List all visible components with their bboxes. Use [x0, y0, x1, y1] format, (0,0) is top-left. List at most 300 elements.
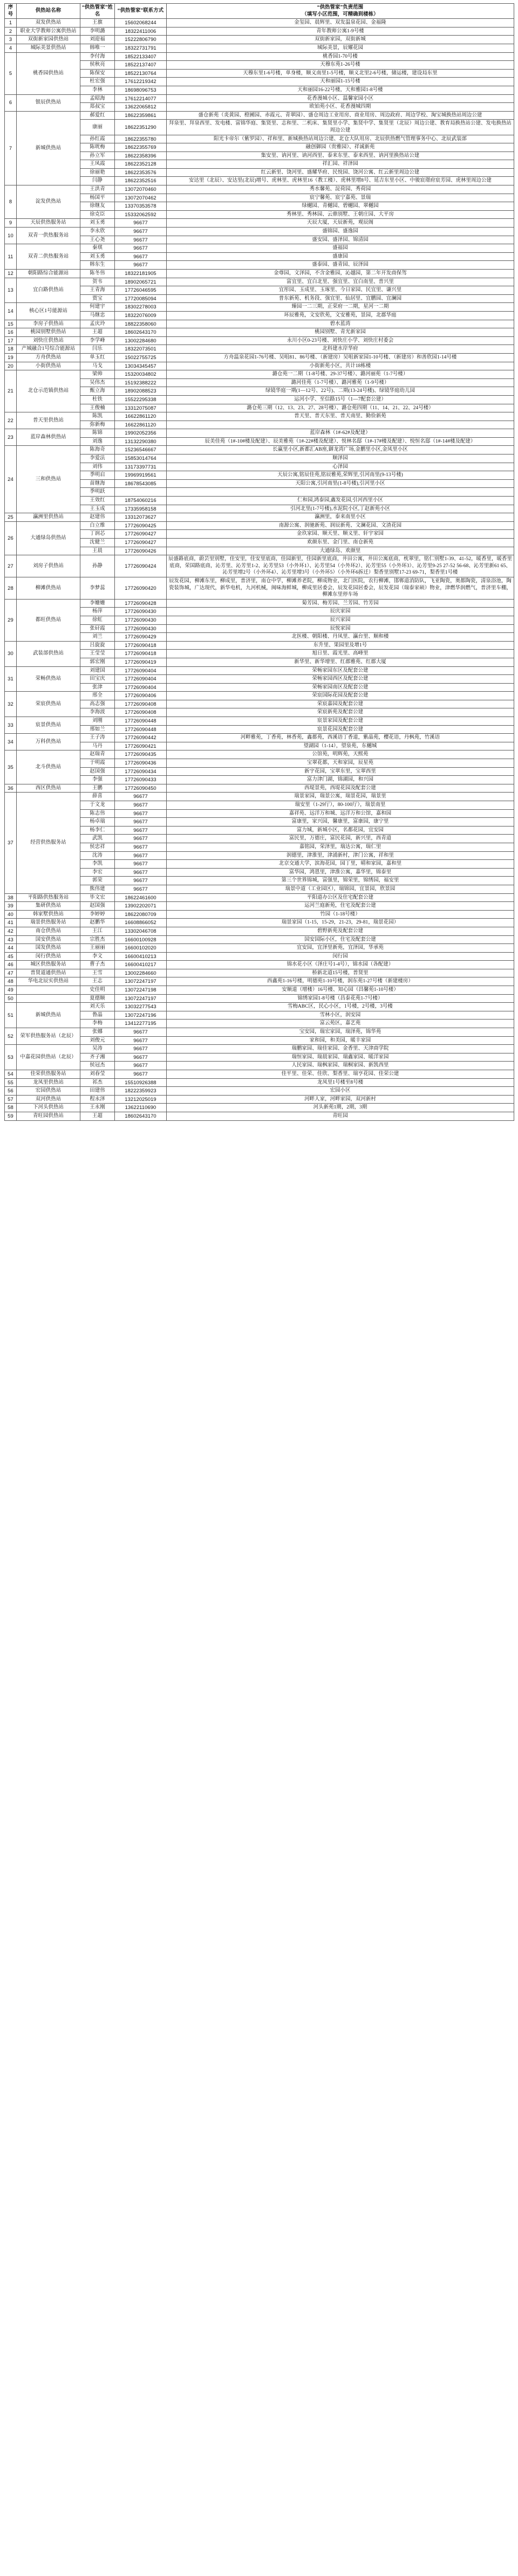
service-scope: 河头新苑1期，2期，3期: [167, 1104, 514, 1112]
manager-name: 李明潞: [80, 27, 115, 36]
station-name: 刘房子供热站: [17, 555, 80, 577]
manager-name: 陈冬伟: [80, 270, 115, 278]
manager-phone: 17726090425: [115, 521, 167, 530]
manager-name: 刘迎福: [80, 36, 115, 44]
service-scope: 盛康园: [167, 252, 514, 261]
row-index: 57: [5, 1095, 17, 1104]
table-row: [5, 977, 514, 986]
service-scope: 盛安园、盛泽园、锦清园: [167, 236, 514, 244]
table-row: [5, 471, 514, 480]
manager-name: 程永泽: [80, 1095, 115, 1104]
table-row: [5, 111, 514, 120]
table-row: [5, 919, 514, 927]
service-scope: 龙凤里1号楼至8号楼: [167, 1078, 514, 1087]
manager-name: 季明跃: [80, 488, 115, 497]
table-row: [5, 362, 514, 370]
table-row: [5, 412, 514, 421]
station-name: 银辰供热站: [17, 94, 80, 111]
manager-name: 刘建国: [80, 666, 115, 675]
manager-name: 贾宝: [80, 294, 115, 303]
manager-name: 马丹: [80, 742, 115, 750]
manager-phone: 18902088523: [115, 387, 167, 396]
table-row: [5, 759, 514, 768]
manager-name: 齐子湘: [80, 1053, 115, 1062]
station-name: [17, 986, 80, 995]
table-row: [5, 336, 514, 345]
service-scope: 心泽园: [167, 463, 514, 471]
manager-name: 李永欣: [80, 228, 115, 236]
station-name: 国安供热站: [17, 935, 80, 944]
manager-phone: 15022755725: [115, 353, 167, 362]
table-row: [5, 94, 514, 103]
row-index: 50: [5, 994, 17, 1003]
table-row: [5, 194, 514, 202]
manager-name: 王凤霞: [80, 160, 115, 169]
manager-phone: 17335958158: [115, 505, 167, 513]
row-index: 53: [5, 1045, 17, 1070]
manager-name: 王超: [80, 328, 115, 337]
service-scope: 宸景家园及配套公建: [167, 717, 514, 726]
row-index: 19: [5, 353, 17, 362]
table-row: [5, 1028, 514, 1037]
service-scope: 西鑫苑1-16号楼，明德苑1-10号楼，润东苑1-27号楼（新建楼房）: [167, 977, 514, 986]
manager-phone: 13312073627: [115, 513, 167, 522]
station-name: 产城融合1号综合能源站: [17, 345, 80, 354]
service-scope: 富宜里、宜白北里、强宜里、宜白南里、普兴里: [167, 278, 514, 286]
table-row: [5, 151, 514, 160]
manager-phone: 18622355780: [115, 135, 167, 143]
table-row: [5, 404, 514, 412]
service-scope: 瑞景中道（工业园区），瑞锦园，宜景园，欣景园: [167, 885, 514, 893]
row-index: 10: [5, 228, 17, 244]
table-row: [5, 36, 514, 44]
manager-phone: 13302046708: [115, 927, 167, 935]
manager-phone: 13072070460: [115, 185, 167, 194]
manager-phone: 16600410217: [115, 961, 167, 969]
service-scope: 富康里，家兴园，馨康里，富康园，康宁里: [167, 818, 514, 826]
station-name: 双青一供热服务站: [17, 228, 80, 244]
station-name: 方舟供热站: [17, 353, 80, 362]
service-scope: 宜彤园、玉成里、玉琢里、今日家园、民宜里、谦兴里: [167, 286, 514, 295]
manager-name: 甄立海: [80, 387, 115, 396]
row-index: 16: [5, 328, 17, 337]
table-row: [5, 1011, 514, 1020]
manager-phone: 13312075087: [115, 404, 167, 412]
table-row: [5, 160, 514, 169]
table-row: [5, 666, 514, 675]
manager-name: 武凯: [80, 835, 115, 843]
table-row: [5, 952, 514, 961]
manager-phone: 16600102020: [115, 944, 167, 953]
row-index: 12: [5, 270, 17, 278]
station-name: 韩家墅供热站: [17, 910, 80, 919]
table-row: [5, 120, 514, 135]
table-row: [5, 767, 514, 776]
manager-phone: 18322731791: [115, 44, 167, 52]
manager-name: 郭荣: [80, 877, 115, 885]
service-scope: 富华园，鸿恩里，津淮公寓，嘉华里，锦泰里: [167, 868, 514, 877]
table-row: [5, 52, 514, 61]
table-row: [5, 793, 514, 801]
station-name: 新城供热站: [17, 111, 80, 185]
row-index: 56: [5, 1087, 17, 1096]
row-index: 14: [5, 303, 17, 320]
service-scope: 顺泽园: [167, 454, 514, 463]
service-scope: 辰悦家园: [167, 624, 514, 633]
row-index: 3: [5, 36, 17, 44]
service-scope: 菊芳园、梅芳园、兰芳园、竹芳园: [167, 599, 514, 608]
manager-name: 孟庆玲: [80, 320, 115, 328]
service-scope: 盛锦园、盛逸园: [167, 228, 514, 236]
manager-phone: 17726090448: [115, 717, 167, 726]
station-name: 双发供热站: [17, 19, 80, 27]
table-row: [5, 547, 514, 555]
manager-name: 赵鹏华: [80, 919, 115, 927]
manager-name: 陈锦: [80, 429, 115, 438]
manager-phone: 96677: [115, 1062, 167, 1070]
service-scope: 青旺园: [167, 1112, 514, 1120]
station-name: 桃香园供热站: [17, 52, 80, 94]
header-index: 序号: [5, 4, 17, 19]
service-scope: 祥汇园、祥泽园: [167, 160, 514, 169]
manager-name: 李强: [80, 776, 115, 784]
station-name: 宜白路供热站: [17, 278, 80, 303]
table-row: [5, 328, 514, 337]
service-scope: 潞河佳苑（1-7号楼）、潞河雅苑（1-9号楼）: [167, 378, 514, 387]
manager-phone: 18322411006: [115, 27, 167, 36]
manager-name: 高志强: [80, 700, 115, 708]
service-scope: 天和丽园1-15号楼: [167, 78, 514, 86]
row-index: 18: [5, 345, 17, 354]
manager-phone: 18602643170: [115, 1112, 167, 1120]
manager-phone: 13622110690: [115, 1104, 167, 1112]
station-name: 佳荣供热服务站: [17, 1070, 80, 1079]
row-index: 9: [5, 219, 17, 228]
table-row: [5, 236, 514, 244]
manager-phone: 18678543085: [115, 479, 167, 488]
station-name: 普贤道通供热站: [17, 969, 80, 977]
manager-phone: 16608866052: [115, 919, 167, 927]
manager-phone: 96677: [115, 244, 167, 253]
manager-phone: 96677: [115, 851, 167, 860]
station-name: 城区供热服务站: [17, 961, 80, 969]
table-row: [5, 868, 514, 877]
manager-phone: 17726090406: [115, 692, 167, 700]
manager-phone: 18602643170: [115, 328, 167, 337]
row-index: 15: [5, 320, 17, 328]
manager-name: 王鹏: [80, 784, 115, 793]
table-row: [5, 168, 514, 177]
table-row: [5, 986, 514, 995]
manager-name: 苗继海: [80, 479, 115, 488]
table-row: [5, 843, 514, 851]
table-row: [5, 286, 514, 295]
manager-name: 刘逸: [80, 437, 115, 446]
manager-phone: 17726090430: [115, 608, 167, 616]
service-scope: 富民里，万德庄，富民花园，新兴里，西青道: [167, 835, 514, 843]
manager-phone: 13002284680: [115, 336, 167, 345]
service-scope: 荣宸嘉园及配套公建: [167, 700, 514, 708]
table-row: [5, 103, 514, 112]
manager-name: 李梅: [80, 1020, 115, 1028]
table-row: [5, 717, 514, 726]
table-row: [5, 539, 514, 547]
service-scope: 辰发花园，柳滩东里，柳成里，普济里，南仓中学，柳滩养老院，柳成物业，北门医院，农行柳滩，邯郸道消防队，飞亚陶瓷，奥都陶瓷，清泉浴池，陶瓷装饰城，广达现代，新华电机，九河机械，闽味海鲜城，柳成里居委会，辰发花园居委会，辰发花园（瑞泰家硕）物业，津燃华润燃气，普济里车棚，柳滩东里停车场: [167, 577, 514, 599]
row-index: 28: [5, 577, 17, 599]
manager-name: 吕旋旋: [80, 641, 115, 650]
manager-name: 陈海奇: [80, 446, 115, 454]
table-row: [5, 378, 514, 387]
table-row: [5, 320, 514, 328]
manager-phone: 96677: [115, 1070, 167, 1079]
table-row: [5, 1020, 514, 1028]
service-scope: [167, 488, 514, 497]
station-name: 宏园供热站: [17, 1087, 80, 1096]
table-row: [5, 446, 514, 454]
table-row: [5, 513, 514, 522]
manager-name: 杨萍: [80, 608, 115, 616]
row-index: 54: [5, 1070, 17, 1079]
manager-phone: 96677: [115, 1045, 167, 1053]
row-index: 41: [5, 919, 17, 927]
table-row: [5, 885, 514, 893]
table-row: [5, 860, 514, 869]
service-scope: 辰庆家园: [167, 608, 514, 616]
station-name: 华电北辰实供热站: [17, 977, 80, 986]
manager-name: 李爱法: [80, 454, 115, 463]
table-row: [5, 734, 514, 742]
service-scope: 锦绣家园1-8号楼（昌泰花苑1-7号楼）: [167, 994, 514, 1003]
manager-name: 史佳明: [80, 986, 115, 995]
manager-phone: 17726090427: [115, 530, 167, 539]
header-station: 供热站名称: [17, 4, 80, 19]
manager-name: 邢全: [80, 692, 115, 700]
manager-name: 张娜: [80, 1028, 115, 1037]
service-scope: 绿镜华庭一期(1—12号、22号)、二期(13-24号楼)、绿镜华庭幼儿园: [167, 387, 514, 396]
manager-name: 王旗: [80, 19, 115, 27]
service-scope: 宸宁馨苑、宸宁嘉苑、景瑞: [167, 194, 514, 202]
manager-phone: 96677: [115, 801, 167, 810]
manager-name: 孟昭海: [80, 94, 115, 103]
manager-name: 李林: [80, 86, 115, 94]
manager-name: 王效红: [80, 497, 115, 505]
row-index: 38: [5, 893, 17, 902]
service-scope: 闵行园: [167, 952, 514, 961]
row-index: 45: [5, 952, 17, 961]
service-scope: 小街新苑小区，共计18栋楼: [167, 362, 514, 370]
station-name: 双街新家园供热站: [17, 36, 80, 44]
table-row: [5, 809, 514, 818]
manager-name: 贺韦: [80, 278, 115, 286]
service-scope: 天穆东里1-6号楼，单身楼，顺义南里1-5号楼，顺义北里2-6号楼，储运楼，建设局东里: [167, 69, 514, 78]
service-scope: 平阳道办公区及住宅配套公建: [167, 893, 514, 902]
station-name: 中嘉花园供热站（北辰）: [17, 1045, 80, 1070]
service-scope: 天阳公寓,引河南里(1-8号楼),引河里小区: [167, 479, 514, 488]
service-scope: 河畔人家，河畔家园，双河新村: [167, 1095, 514, 1104]
manager-phone: 13072247198: [115, 986, 167, 995]
service-scope: 金玖家园、顺天里、顺义里、轩宇家园: [167, 530, 514, 539]
service-scope: 宝翠花都，天和家园，辰星苑: [167, 759, 514, 768]
manager-phone: 16622861120: [115, 412, 167, 421]
manager-name: 单玉红: [80, 353, 115, 362]
service-scope: 国安国际小区，住宅及配套公建: [167, 935, 514, 944]
manager-phone: 18522133407: [115, 52, 167, 61]
row-index: 43: [5, 935, 17, 944]
service-scope: 竹园（1-18号楼）: [167, 910, 514, 919]
manager-name: 王子涛: [80, 734, 115, 742]
manager-name: 刘春莹: [80, 1070, 115, 1079]
table-row: [5, 44, 514, 52]
manager-name: 李海波: [80, 708, 115, 717]
table-row: [5, 143, 514, 152]
service-scope: 公馆苑，明辉苑，天熙苑: [167, 750, 514, 759]
row-index: 34: [5, 734, 17, 750]
row-index: 17: [5, 336, 17, 345]
service-scope: 南源公寓、润驰新苑、润辰新苑、文澜花园、文渣花园: [167, 521, 514, 530]
row-index: 24: [5, 446, 17, 513]
manager-phone: 17726090442: [115, 734, 167, 742]
row-index: 23: [5, 429, 17, 446]
table-row: [5, 505, 514, 513]
table-row: [5, 700, 514, 708]
service-scope: 红云新里、饶河里、盛耀华府、民悦园、饶河公寓、红云新里周边公建: [167, 168, 514, 177]
manager-name: 于明霞: [80, 759, 115, 768]
row-index: 31: [5, 666, 17, 692]
service-scope: 桃园别墅、青光新家园: [167, 328, 514, 337]
table-row: [5, 353, 514, 362]
manager-phone: 17726090435: [115, 750, 167, 759]
service-scope: 金尊园，文泽园，不含金雅园，沁越园，第二年开发商保驾: [167, 270, 514, 278]
station-name: 下河头供热站: [17, 1104, 80, 1112]
manager-phone: 13132290380: [115, 437, 167, 446]
station-name: 经营供热服务站: [17, 793, 80, 893]
service-scope: 阳光卡帝尔（紫罗园）、祥和里、新城换热站周边公建、北仓大队用房、北辰供热燃气管理事务中心、北辰武装部: [167, 135, 514, 143]
row-index: 59: [5, 1112, 17, 1120]
manager-phone: 96677: [115, 228, 167, 236]
row-index: 26: [5, 521, 17, 555]
manager-name: 沈健兰: [80, 539, 115, 547]
service-scope: 绿樾园、青樾园、碧樾园、翠樾园: [167, 202, 514, 211]
service-scope: 大通绿岛、欢颜里: [167, 547, 514, 555]
station-name: 荣畅供热站: [17, 666, 80, 692]
service-scope: 东升里、果园里及增1号: [167, 641, 514, 650]
service-scope: 方舟温泉花园1-76号楼、吴咀81、86号楼、（新建房）吴咀新家园1-10号楼、（新建房）和善欣园1-14号楼: [167, 353, 514, 362]
header-row: [5, 4, 514, 19]
manager-phone: 15236546667: [115, 446, 167, 454]
table-body: [5, 19, 514, 1120]
service-scope: 富力津门湖，锦湖园，和兴园: [167, 776, 514, 784]
manager-phone: 17726090436: [115, 759, 167, 768]
table-row: [5, 683, 514, 692]
manager-name: 王志: [80, 977, 115, 986]
service-scope: 瑞鹏家园、瑞佳家园、金香里、天津商学院: [167, 1045, 514, 1053]
manager-phone: 13072247196: [115, 1011, 167, 1020]
table-row: [5, 910, 514, 919]
manager-name: 于文龙: [80, 801, 115, 810]
table-row: [5, 278, 514, 286]
table-row: [5, 784, 514, 793]
manager-phone: 13173397731: [115, 463, 167, 471]
station-name: 瀛洲里供热站: [17, 513, 80, 522]
manager-phone: 15222806790: [115, 36, 167, 44]
service-scope: 荣畅家园东区及配套公建: [167, 666, 514, 675]
row-index: 55: [5, 1078, 17, 1087]
service-scope: 仁和园,鸿泰园,鑫发花园,引河西里小区: [167, 497, 514, 505]
service-scope: 碧野新苑及配套公建: [167, 927, 514, 935]
service-scope: 安顺道（增楼）16号楼、知心园（昌馨苑1-10号楼）: [167, 986, 514, 995]
service-scope: 辰盛路底商，蔚芸里别墅，佳安里，佳安里底商，佳园新里，佳园新里底商，井田公寓，井田公寓底商，枕翠里，铭仁别墅1-39、41-52，暖香里，暖香里底商，荣国路底商，沁芳里、沁芳里1-2、沁芳里53（小外环1）、沁芳里54（小外环2）、沁芳里55（小外环3）、沁芳里9-25 27-52 56-68、沁芳里新61 65、沁芳里增2号（小外环4）、沁芳里增3号（小外环5）（小外环6拆迁）梨香里别墅17-23 69-71，梨香里1号楼: [167, 555, 514, 577]
station-name: 北斗供热站: [17, 750, 80, 784]
service-scope: 佳平里、佳荣、佳欣、梨香里、瑞亨花园、佳荣公建: [167, 1070, 514, 1079]
table-row: [5, 521, 514, 530]
manager-phone: 96677: [115, 261, 167, 270]
table-row: [5, 1104, 514, 1112]
service-scope: 望湖园（1-14），望泉苑，东樾城: [167, 742, 514, 750]
table-row: [5, 1003, 514, 1011]
station-name: 小街供热站: [17, 362, 80, 370]
manager-phone: 18822358060: [115, 320, 167, 328]
row-index: 52: [5, 1028, 17, 1045]
service-scope: 盛泰园、盛青园、辰泽园: [167, 261, 514, 270]
service-scope: 富云苑区，嘉艺苑: [167, 1020, 514, 1028]
service-scope: 瀛洲里，泰来南里小区: [167, 513, 514, 522]
manager-phone: 18622351290: [115, 120, 167, 135]
manager-name: 韩唯一: [80, 44, 115, 52]
heating-station-contact-sheet: [0, 0, 518, 1126]
manager-phone: 96677: [115, 252, 167, 261]
manager-name: 徐继友: [80, 202, 115, 211]
table-row: [5, 708, 514, 717]
station-name: 淀发供热站: [17, 185, 80, 219]
row-index: 48: [5, 977, 17, 986]
manager-name: 张矸霞: [80, 624, 115, 633]
manager-phone: 18622353576: [115, 168, 167, 177]
manager-phone: 13072070462: [115, 194, 167, 202]
manager-name: 康丽: [80, 120, 115, 135]
table-row: [5, 488, 514, 497]
manager-phone: 18322076009: [115, 311, 167, 320]
table-row: [5, 577, 514, 599]
manager-name: 王心尧: [80, 236, 115, 244]
service-scope: 桃香园1-70号楼: [167, 52, 514, 61]
manager-name: 弥新梅: [80, 421, 115, 429]
manager-phone: [115, 488, 167, 497]
manager-name: 孙立军: [80, 151, 115, 160]
manager-name: 梁帅: [80, 370, 115, 379]
manager-phone: 16600410213: [115, 952, 167, 961]
manager-name: 熊伟建: [80, 885, 115, 893]
manager-name: 刘伟: [80, 463, 115, 471]
table-row: [5, 78, 514, 86]
station-name: 李房子供热站: [17, 320, 80, 328]
manager-phone: 17726090428: [115, 599, 167, 608]
table-row: [5, 185, 514, 194]
station-name: 集研供热站: [17, 902, 80, 911]
service-scope: 普东新苑、机务段、强宜里、仙居里、宜鹏园、宜澜园: [167, 294, 514, 303]
row-index: 40: [5, 910, 17, 919]
table-row: [5, 219, 514, 228]
service-scope: 天和丽园16-22号楼，天和雅园1-8号楼: [167, 86, 514, 94]
manager-phone: 96677: [115, 826, 167, 835]
manager-phone: 17726090404: [115, 675, 167, 684]
manager-name: 邢如兰: [80, 725, 115, 734]
manager-phone: 17726046595: [115, 286, 167, 295]
service-scope: 荣畅家园南区及配套公建: [167, 683, 514, 692]
station-name: 闵行供热站: [17, 952, 80, 961]
manager-name: 李凯: [80, 860, 115, 869]
service-scope: 盛仓新苑（炎黄园、橙圃园、赤霞元、青翠园）、盛仓周边工业用房、商业用房、周边政府、周边学校、淘宝城换热站周边公建: [167, 111, 514, 120]
station-name: 双河供热站: [17, 1095, 80, 1104]
